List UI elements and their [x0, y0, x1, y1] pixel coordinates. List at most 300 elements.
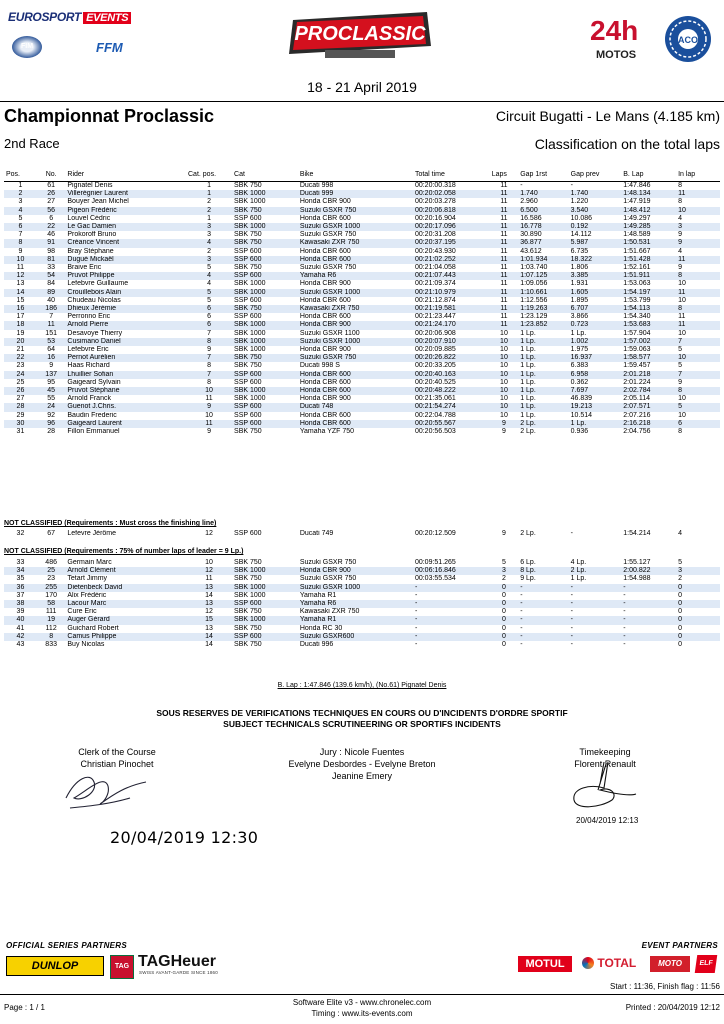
cell-pos: 22 [4, 354, 37, 362]
cell-cat-pos: 3 [207, 231, 211, 239]
cell-cat: SBK 750 [232, 354, 298, 362]
cell-gap-first: 2 Lp. [520, 530, 536, 537]
cell-no: 23 [47, 575, 56, 583]
cell-gap-first: 2.960 [520, 198, 538, 206]
cell-cat-pos: 15 [186, 616, 232, 624]
cell-best-lap: 1:54.988 [623, 575, 651, 583]
col-header-gap-first: Gap 1rst [518, 169, 568, 182]
cell-cat: SBK 1000 [234, 280, 266, 288]
cell-cat: SSP 600 [232, 420, 298, 428]
timekeeper-date: 20/04/2019 12:13 [576, 816, 639, 825]
table-row [4, 198, 720, 206]
cell-cat-pos: 4 [186, 272, 232, 280]
elf-logo: ELF [695, 955, 718, 973]
cell-no: 54 [37, 272, 66, 280]
cell-total-time: - [413, 633, 490, 641]
cell-cat: SBK 750 [232, 207, 298, 215]
table-row [4, 420, 720, 428]
cell-cat-pos: 6 [186, 321, 232, 329]
cell-rider: Lefebvre Guillaume [67, 280, 129, 288]
jury-line-2: Evelyne Desbordes - Evelyne Breton [288, 759, 436, 769]
cell-laps: 0 [502, 591, 506, 599]
cell-pos: 11 [16, 264, 25, 272]
cell-total-time: 00:20:40.163 [413, 371, 490, 379]
results-table [4, 169, 720, 436]
cell-laps: 9 [490, 420, 519, 428]
handwritten-date: 20/04/2019 12:30 [110, 828, 259, 847]
cell-total-time: 00:20:40.525 [414, 378, 456, 386]
cell-best-lap: 1:48.134 [621, 190, 676, 198]
cell-in-lap: 10 [678, 411, 686, 419]
cell-gap-prev: - [570, 608, 573, 616]
cell-cat-pos: 1 [186, 190, 232, 198]
cell-cat: SBK 750 [234, 608, 262, 616]
cell-cat-pos: 9 [186, 403, 232, 411]
cell-total-time: - [413, 584, 490, 592]
cell-cat: SSP 600 [234, 530, 262, 537]
cell-cat-pos: 6 [186, 305, 232, 313]
cell-no: 98 [47, 247, 56, 255]
cell-best-lap: 1:57.002 [621, 338, 676, 346]
cell-best-lap: 1:50.531 [621, 239, 676, 247]
reserve-english: SUBJECT TECHNICALS SCRUTINEERING OR SPORTIFS INCIDENTS [223, 719, 501, 729]
cell-rider: Lacour Marc [65, 600, 186, 608]
cell-laps: 10 [490, 371, 519, 379]
cell-rider: Pignatel Denis [67, 182, 113, 189]
cell-in-lap: 9 [678, 231, 682, 239]
cell-gap-prev: - [569, 616, 622, 624]
cell-laps: 5 [502, 559, 506, 566]
cell-cat-pos: 10 [186, 387, 232, 395]
cell-cat: SSP 600 [234, 313, 262, 321]
cell-total-time: - [414, 608, 418, 616]
table-row [4, 280, 720, 288]
cell-laps: 11 [500, 231, 508, 239]
cell-gap-prev: 0.192 [569, 223, 622, 231]
cell-gap-prev: - [570, 182, 573, 189]
cell-rider: Dietenbeck David [65, 584, 186, 592]
cell-laps: 0 [502, 641, 506, 649]
cell-best-lap: 2:16.218 [621, 420, 676, 428]
table-row [4, 256, 720, 264]
cell-cat-pos: 14 [205, 641, 213, 649]
cell-best-lap: - [621, 584, 676, 592]
cell-rider: Arnold Pierre [65, 321, 186, 329]
cell-cat-pos: 1 [207, 214, 211, 222]
cell-pos: 10 [4, 256, 37, 264]
cell-bike: Ducati 748 [298, 403, 413, 411]
cell-gap-prev: 6.735 [570, 247, 589, 255]
software-line: Software Elite v3 - www.chronelec.com [292, 998, 432, 1007]
cell-pos: 41 [16, 624, 25, 632]
cell-total-time: 00:20:37.195 [413, 239, 490, 247]
cell-laps: 11 [500, 296, 508, 304]
cell-total-time: 00:20:55.567 [413, 420, 490, 428]
cell-in-lap: 8 [676, 272, 720, 280]
cell-bike: Honda CBR 900 [299, 395, 351, 403]
cell-cat-pos: 13 [186, 600, 232, 608]
cell-in-lap: 11 [676, 256, 720, 264]
cell-rider: Chudeau Nicolas [67, 296, 121, 304]
cell-gap-prev: 1 Lp. [570, 329, 587, 337]
cell-pos: 1 [18, 182, 23, 189]
cell-rider: Arnold Franck [67, 395, 111, 403]
cell-pos: 5 [18, 214, 23, 222]
cell-cat-pos: 11 [186, 420, 232, 428]
cell-laps: 11 [490, 305, 519, 313]
cell-no: 111 [45, 608, 57, 616]
table-row [4, 575, 720, 583]
best-lap-summary: B. Lap : 1:47.846 (139.6 km/h), (No.61) Pignatel Denis [277, 682, 447, 689]
cell-total-time: 00:20:00.318 [414, 182, 456, 189]
cell-cat: SBK 750 [234, 182, 262, 189]
cell-no: 92 [47, 411, 56, 419]
cell-pos: 34 [4, 567, 37, 575]
cell-in-lap: 10 [678, 329, 686, 337]
table-row [4, 428, 720, 436]
cell-gap-prev: 2 Lp. [569, 567, 622, 575]
cell-cat-pos: 7 [207, 329, 211, 337]
cell-cat-pos: 8 [186, 338, 232, 346]
cell-total-time: 00:21:02.252 [413, 256, 490, 264]
cell-rider: Desavoye Thierry [67, 329, 123, 337]
table-row [4, 600, 720, 608]
cell-total-time: - [414, 624, 418, 632]
cell-no: 16 [37, 354, 66, 362]
cell-no: 9 [49, 362, 54, 370]
tag-heuer-shield: TAG [110, 955, 134, 979]
cell-bike: Honda CBR 900 [298, 567, 413, 575]
cell-pos: 16 [4, 305, 37, 313]
cell-bike: Honda CBR 600 [298, 387, 413, 395]
cell-gap-first: 1:19.263 [518, 305, 568, 313]
proclassic-logo [285, 6, 435, 60]
cell-in-lap: 10 [676, 354, 720, 362]
cell-cat-pos: 7 [186, 371, 232, 379]
cell-bike: Ducati 998 S [299, 362, 340, 370]
cell-best-lap: 2:07.571 [621, 403, 676, 411]
cell-no: 186 [37, 305, 66, 313]
cell-gap-first: 1 Lp. [518, 403, 568, 411]
cell-gap-first: - [518, 633, 568, 641]
cell-cat: SBK 750 [234, 559, 262, 566]
cell-no: 58 [37, 600, 66, 608]
cell-cat: SBK 1000 [232, 338, 298, 346]
cell-in-lap: 8 [676, 387, 720, 395]
cell-cat: SBK 1000 [232, 223, 298, 231]
cell-bike: Honda RC 30 [299, 624, 343, 632]
cell-pos: 38 [4, 600, 37, 608]
cell-rider: Le Gac Damien [65, 223, 186, 231]
cell-cat: SSP 600 [234, 378, 262, 386]
cell-cat: SBK 750 [234, 264, 262, 272]
cell-gap-first: - [520, 624, 523, 632]
cell-rider: Camus Philippe [65, 633, 186, 641]
cell-laps: 10 [490, 338, 519, 346]
total-logo: TOTAL [582, 955, 640, 973]
aco-text: ACO [678, 35, 698, 45]
cell-gap-prev: - [570, 624, 573, 632]
cell-bike: Honda CBR 900 [299, 346, 351, 354]
cell-gap-prev: 1.895 [570, 296, 589, 304]
timekeeper-signature [560, 760, 640, 814]
cell-pos: 31 [16, 428, 25, 436]
cell-in-lap: 10 [678, 395, 686, 403]
cell-laps: 11 [500, 280, 508, 288]
printed-timestamp: Printed : 20/04/2019 12:12 [625, 1003, 720, 1012]
cell-laps: 11 [490, 289, 519, 297]
cell-laps: 0 [490, 633, 519, 641]
cell-best-lap: - [621, 616, 676, 624]
col-header-no: No. [37, 169, 66, 182]
cell-rider: Dhieux Jérémie [65, 305, 186, 313]
cell-no: 8 [37, 633, 66, 641]
cell-bike: Yamaha R1 [298, 616, 413, 624]
cell-pos: 36 [4, 584, 37, 592]
cell-gap-first: 1:03.740 [520, 264, 548, 272]
col-header-total-time: Total time [413, 169, 490, 182]
cell-no: 53 [37, 338, 66, 346]
cell-no: 81 [37, 256, 66, 264]
cell-laps: 11 [500, 214, 508, 222]
table-row [4, 182, 720, 191]
timekeeping-title: Timekeeping [579, 747, 631, 757]
software-credits [0, 997, 724, 1019]
cell-total-time: 00:20:07.910 [413, 338, 490, 346]
cell-total-time: 00:21:23.447 [414, 313, 456, 321]
table-row [4, 305, 720, 313]
cell-gap-prev: - [570, 591, 573, 599]
cell-pos: 42 [4, 633, 37, 641]
cell-gap-prev: - [569, 633, 622, 641]
cell-gap-prev: 1 Lp. [569, 420, 622, 428]
cell-best-lap: - [623, 624, 626, 632]
cell-bike: Suzuki GSXR600 [298, 633, 413, 641]
cell-gap-first: 6 Lp. [520, 559, 536, 566]
cell-laps: 11 [490, 239, 519, 247]
cell-pos: 24 [4, 371, 37, 379]
cell-total-time: 00:20:06.908 [414, 329, 456, 337]
cell-gap-first: 1 Lp. [520, 346, 536, 354]
cell-in-lap: 3 [676, 223, 720, 231]
cell-in-lap: 7 [676, 371, 720, 379]
cell-bike: Suzuki GSXR 750 [299, 559, 357, 566]
cell-rider: Gaigeard Laurent [65, 420, 186, 428]
cell-total-time: - [414, 591, 418, 599]
cell-cat-pos: 6 [207, 313, 211, 321]
table-row [4, 264, 720, 272]
cell-total-time: 00:20:17.096 [413, 223, 490, 231]
cell-no: 27 [47, 198, 56, 206]
cell-gap-first: - [520, 608, 523, 616]
cell-best-lap: 1:59.063 [623, 346, 651, 354]
cell-cat-pos: 2 [207, 247, 211, 255]
cell-gap-first: 2 Lp. [520, 428, 536, 436]
cell-gap-prev: 1.220 [570, 198, 589, 206]
cell-gap-first: 43.612 [520, 247, 542, 255]
cell-cat: SBK 1000 [234, 329, 266, 337]
cell-bike: Suzuki GSXR 1000 [298, 289, 413, 297]
cell-cat: SSP 600 [232, 256, 298, 264]
cell-best-lap: 1:57.904 [623, 329, 651, 337]
cell-bike: Kawasaki ZXR 750 [298, 239, 413, 247]
col-header-bike: Bike [298, 169, 413, 182]
cell-in-lap: 0 [678, 608, 682, 616]
cell-pos: 19 [16, 329, 25, 337]
cell-total-time: 00:20:06.818 [413, 207, 490, 215]
col-header-in-lap: In lap [676, 169, 720, 182]
cell-bike: Honda CBR 600 [299, 411, 351, 419]
cell-pos: 12 [4, 272, 37, 280]
cell-rider: Tetart Jimmy [67, 575, 108, 583]
page-number: Page : 1 / 1 [4, 1003, 45, 1012]
cell-pos: 32 [16, 530, 25, 537]
not-classified-table-2 [4, 559, 720, 649]
cell-bike: Honda CBR 600 [299, 214, 351, 222]
cell-no: 22 [37, 223, 66, 231]
classification-type: Classification on the total laps [534, 136, 720, 152]
table-row [4, 625, 720, 633]
cell-bike: Ducati 996 [299, 641, 334, 649]
cell-best-lap: - [621, 633, 676, 641]
table-row [4, 321, 720, 329]
cell-pos: 7 [18, 231, 23, 239]
cell-cat: SBK 750 [234, 641, 262, 649]
table-row [4, 362, 720, 370]
cell-bike: Suzuki GSXR 750 [298, 354, 413, 362]
cell-cat-pos: 13 [205, 624, 213, 632]
cell-in-lap: 3 [676, 567, 720, 575]
cell-best-lap: 1:47.846 [623, 182, 651, 189]
cell-gap-first: - [520, 641, 523, 649]
cell-laps: 3 [490, 567, 519, 575]
cell-bike: Honda CBR 600 [299, 296, 351, 304]
jury-line-3: Jeanine Emery [331, 771, 393, 781]
cell-bike: Yamaha R1 [299, 591, 337, 599]
table-row [4, 608, 720, 616]
cell-gap-first: 1 Lp. [520, 378, 536, 386]
cell-in-lap: 4 [678, 530, 682, 537]
cell-no: 25 [37, 567, 66, 575]
table-row [4, 387, 720, 395]
cell-laps: 0 [490, 616, 519, 624]
cell-no: 19 [37, 616, 66, 624]
cell-pos: 9 [18, 247, 23, 255]
cell-pos: 39 [16, 608, 25, 616]
cell-total-time: 00:09:51.265 [414, 559, 456, 566]
cell-in-lap: 0 [676, 633, 720, 641]
cell-best-lap: 1:48.412 [621, 207, 676, 215]
cell-cat: SBK 1000 [232, 584, 298, 592]
cell-total-time: 00:06:16.846 [413, 567, 490, 575]
cell-gap-first: 2 Lp. [518, 420, 568, 428]
cell-gap-prev: - [570, 530, 573, 537]
circuit-name: Circuit Bugatti - Le Mans (4.185 km) [495, 108, 720, 124]
cell-rider: Pernot Aurélien [65, 354, 186, 362]
cell-no: 11 [37, 321, 66, 329]
table-header-row [4, 169, 720, 182]
cell-pos: 43 [16, 641, 25, 649]
cell-cat: SSP 600 [232, 272, 298, 280]
cell-total-time: 00:21:19.581 [413, 305, 490, 313]
cell-bike: Ducati 749 [299, 530, 334, 537]
cell-pos: 40 [4, 616, 37, 624]
cell-rider: Crouillebois Alain [65, 289, 186, 297]
cell-cat: SBK 1000 [234, 591, 266, 599]
cell-best-lap: 2:07.216 [623, 411, 651, 419]
cell-in-lap: 4 [678, 247, 682, 255]
cell-bike: Suzuki GSXR 1000 [298, 584, 413, 592]
cell-laps: 0 [490, 584, 519, 592]
cell-in-lap: 11 [678, 313, 686, 321]
cell-cat-pos: 4 [186, 239, 232, 247]
cell-best-lap: 2:00.822 [621, 567, 676, 575]
cell-rider: Pruvot Philippe [65, 272, 186, 280]
table-row [4, 207, 720, 215]
event-partners-label: EVENT PARTNERS [641, 941, 718, 950]
cell-gap-first: - [520, 182, 523, 189]
cell-in-lap: 6 [676, 420, 720, 428]
classified-rows [4, 182, 720, 437]
cell-laps: 10 [500, 329, 508, 337]
header-divider [0, 101, 724, 102]
cell-rider: Créance Vincent [65, 239, 186, 247]
cell-rider: Alix Frédéric [67, 591, 107, 599]
cell-gap-first: 1:23.129 [520, 313, 548, 321]
cell-total-time: - [413, 616, 490, 624]
cell-in-lap: 10 [678, 280, 686, 288]
cell-gap-first: 1 Lp. [518, 371, 568, 379]
table-row [4, 330, 720, 338]
cell-no: 56 [37, 207, 66, 215]
jury-title: Jury : Nicole Fuentes [319, 747, 405, 757]
cell-total-time: 00:20:09.885 [414, 346, 456, 354]
cell-no: 833 [45, 641, 57, 649]
cell-rider: Bray Stéphane [67, 247, 114, 255]
cell-pos: 8 [4, 239, 37, 247]
table-row [4, 559, 720, 567]
cell-gap-first: 9 Lp. [520, 575, 536, 583]
cell-cat-pos: 7 [186, 354, 232, 362]
cell-best-lap: 1:52.161 [623, 264, 651, 272]
cell-cat: SSP 600 [232, 633, 298, 641]
cell-pos: 18 [4, 321, 37, 329]
cell-in-lap: 8 [678, 428, 682, 436]
cell-pos: 27 [16, 395, 25, 403]
cell-gap-first: 1 Lp. [518, 338, 568, 346]
cell-gap-prev: 10.514 [570, 411, 593, 419]
cell-bike: Suzuki GSXR 750 [299, 575, 357, 583]
cell-laps: 10 [500, 395, 508, 403]
cell-gap-prev: 0.723 [569, 321, 622, 329]
cell-gap-first: 1 Lp. [520, 395, 536, 403]
official-partners-label: OFFICIAL SERIES PARTNERS [6, 941, 127, 950]
cell-gap-prev: 1.931 [570, 280, 589, 288]
cell-best-lap: 1:54.113 [621, 305, 676, 313]
cell-cat-pos: 11 [205, 395, 213, 403]
cell-laps: 9 [502, 530, 506, 537]
dunlop-logo: DUNLOP [6, 956, 104, 976]
cell-no: 46 [47, 231, 56, 239]
cell-no: 26 [37, 190, 66, 198]
not-classified-table-1 [4, 530, 720, 538]
cell-gap-first: 8 Lp. [518, 567, 568, 575]
cell-no: 137 [37, 371, 66, 379]
cell-in-lap: 0 [676, 600, 720, 608]
cell-laps: 11 [500, 264, 508, 272]
cell-no: 64 [47, 346, 56, 354]
cell-pos: 29 [16, 411, 25, 419]
